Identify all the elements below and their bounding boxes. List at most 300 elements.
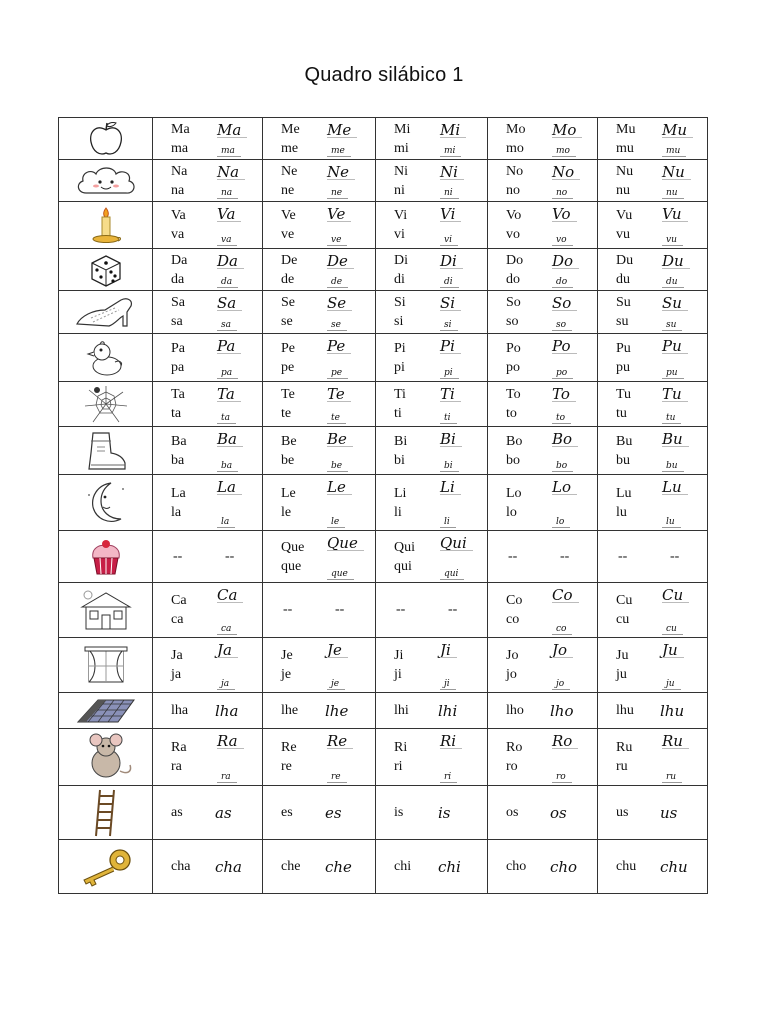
print-lower: mu	[616, 140, 634, 156]
print-syllables	[616, 484, 632, 522]
print-syllables	[281, 339, 295, 377]
print-syllables	[506, 484, 522, 522]
print-syllables	[281, 738, 297, 776]
syllable-cell	[488, 382, 598, 427]
print-syllable: lhe	[281, 702, 299, 718]
cursive-syllables	[552, 294, 592, 330]
cursive-syllables	[440, 163, 480, 198]
cursive-syllables	[662, 478, 702, 527]
cursive-lower: ji	[444, 679, 450, 689]
print-lower: mi	[394, 140, 409, 156]
cursive-lower: di	[444, 277, 453, 287]
print-upper: Qui	[394, 539, 415, 555]
cursive-syllables	[552, 252, 592, 287]
cupcake-icon	[59, 536, 152, 578]
print-syllables	[281, 432, 297, 470]
print-syllables	[281, 206, 296, 244]
cursive-lower: se	[331, 320, 341, 330]
cursive-lower: ne	[331, 188, 343, 198]
print-upper: Ru	[616, 740, 633, 755]
cursive-upper: Ti	[440, 385, 455, 403]
cursive-lower: mi	[444, 146, 456, 156]
cursive-upper: Da	[217, 252, 238, 270]
print-lower: ro	[506, 759, 518, 774]
syllable-cell	[488, 638, 598, 693]
syllable-cell	[263, 202, 376, 249]
cursive-syllables	[662, 337, 702, 378]
picture-cell	[59, 249, 153, 291]
cursive-lower: vo	[556, 235, 567, 245]
cursive-upper: Do	[552, 252, 574, 270]
syllable-cell	[263, 249, 376, 291]
cursive-syllables	[327, 641, 367, 689]
print-syllable: lha	[171, 702, 189, 718]
print-syllables	[506, 646, 518, 684]
cursive-upper: Li	[440, 478, 455, 496]
cursive-syllables	[552, 430, 592, 471]
print-upper: Ca	[171, 593, 187, 608]
cursive-syllables	[552, 732, 592, 782]
print-upper: Ne	[281, 163, 298, 179]
cursive-syllables	[327, 252, 367, 287]
cursive-upper: Cu	[662, 586, 684, 604]
cursive-syllable: lhe	[325, 701, 349, 720]
print-syllables	[506, 339, 521, 377]
table-row	[59, 118, 708, 160]
cursive-upper: De	[327, 252, 348, 270]
print-upper: Le	[281, 485, 296, 501]
cursive-upper: Po	[552, 337, 571, 355]
print-lower: ta	[171, 406, 182, 421]
cursive-lower: ve	[331, 235, 342, 245]
print-upper: Ma	[171, 121, 190, 137]
cursive-syllable: es	[325, 803, 342, 822]
print-syllables	[616, 120, 635, 158]
print-syllables	[506, 251, 523, 289]
syllable-cell	[263, 427, 376, 475]
print-lower: re	[281, 759, 292, 774]
print-syllables	[506, 738, 522, 776]
print-lower: ca	[171, 612, 184, 627]
cursive-upper: Pu	[662, 337, 682, 355]
syllable-cell	[598, 427, 708, 475]
cursive-lower: vu	[666, 235, 677, 245]
cursive-syllables	[440, 385, 480, 423]
print-syllables	[616, 591, 632, 629]
cursive-upper: Ri	[440, 732, 457, 750]
print-lower: bi	[394, 452, 405, 468]
print-upper: Ve	[281, 208, 296, 223]
cursive-syllables	[217, 478, 257, 527]
print-lower: la	[171, 504, 182, 520]
print-syllables	[506, 591, 522, 629]
table-row	[59, 693, 708, 729]
syllable-cell	[263, 583, 376, 638]
print-upper: Mu	[616, 121, 636, 137]
syllable-cell	[263, 638, 376, 693]
cursive-syllable: cha	[215, 857, 243, 876]
print-syllable: lhu	[616, 702, 634, 718]
cursive-lower: ni	[444, 188, 453, 198]
cursive-upper: Ja	[217, 641, 232, 659]
house-icon	[59, 589, 152, 631]
cursive-syllable: us	[660, 803, 678, 822]
cursive-syllables	[440, 430, 480, 471]
syllable-cell	[488, 729, 598, 786]
picture-cell	[59, 475, 153, 531]
syllable-cell	[598, 583, 708, 638]
cursive-syllables	[662, 163, 702, 198]
cursive-lower: la	[221, 517, 230, 527]
cursive-lower: de	[331, 277, 343, 287]
mouse-icon	[59, 731, 152, 783]
cursive-upper: Si	[440, 294, 456, 312]
syllable-cell	[488, 202, 598, 249]
cursive-lower: ti	[444, 413, 451, 423]
cursive-lower: jo	[556, 679, 565, 689]
print-lower: do	[506, 271, 520, 287]
cursive-upper: Te	[327, 385, 345, 403]
print-lower: je	[281, 667, 292, 682]
print-lower: pe	[281, 359, 295, 375]
print-syllables	[616, 432, 632, 470]
cursive-syllables	[552, 205, 592, 245]
cursive-upper: Ne	[327, 163, 350, 181]
syllable-cell	[598, 291, 708, 334]
print-upper: Vu	[616, 208, 633, 223]
cursive-syllables	[662, 732, 702, 782]
syllable-cell	[263, 118, 376, 160]
print-syllables	[394, 339, 406, 377]
syllable-cell	[153, 638, 263, 693]
cursive-syllable: chu	[660, 857, 688, 876]
cursive-lower: da	[221, 277, 233, 287]
print-upper: Ju	[616, 648, 629, 663]
picture-cell	[59, 693, 153, 729]
cursive-lower: tu	[666, 413, 676, 423]
print-syllables	[281, 484, 296, 522]
print-syllables	[616, 738, 632, 776]
cursive-syllables	[217, 294, 257, 330]
cursive-upper: Du	[662, 252, 684, 270]
print-lower: to	[506, 406, 517, 421]
syllable-cell	[263, 382, 376, 427]
cursive-lower: lu	[666, 517, 675, 527]
cursive-upper: Ve	[327, 205, 346, 223]
print-upper: Ti	[394, 387, 406, 402]
cursive-upper: Mo	[552, 121, 577, 139]
picture-cell	[59, 202, 153, 249]
table-row	[59, 729, 708, 786]
print-lower: ba	[171, 452, 185, 468]
print-upper: Ni	[394, 163, 408, 179]
cursive-lower: pe	[331, 368, 343, 378]
cursive-lower: nu	[666, 188, 678, 198]
cursive-lower: co	[556, 624, 567, 634]
table-row	[59, 427, 708, 475]
table-row	[59, 638, 708, 693]
print-lower: pu	[616, 359, 630, 375]
cursive-lower: ra	[221, 772, 231, 782]
cursive-syllables	[662, 121, 702, 156]
syllable-cell	[376, 249, 488, 291]
print-lower: be	[281, 452, 295, 468]
print-lower: de	[281, 271, 295, 287]
cursive-lower: ca	[221, 624, 232, 634]
syllable-cell	[263, 693, 376, 729]
print-upper: De	[281, 252, 298, 268]
syllable-cell	[376, 118, 488, 160]
cursive-lower: me	[331, 146, 345, 156]
cursive-syllables	[662, 430, 702, 471]
print-upper: Ro	[506, 740, 523, 755]
picture-cell	[59, 291, 153, 334]
table-row	[59, 531, 708, 583]
cursive-lower: bi	[444, 461, 453, 471]
syllable-table	[58, 117, 708, 894]
cursive-lower: du	[666, 277, 678, 287]
cursive-upper: Je	[327, 641, 342, 659]
empty-marker: --	[448, 602, 458, 617]
cursive-syllables	[327, 430, 367, 471]
print-lower: no	[506, 182, 520, 198]
print-lower: ve	[281, 227, 295, 242]
table-row	[59, 334, 708, 382]
cursive-syllables	[327, 205, 367, 245]
cursive-upper: Tu	[662, 385, 682, 403]
cursive-syllable: che	[325, 857, 352, 876]
print-upper: Lo	[506, 485, 522, 501]
print-upper: Mi	[394, 121, 411, 137]
syllable-cell	[153, 160, 263, 202]
print-lower: ni	[394, 182, 405, 198]
syllable-cell	[488, 291, 598, 334]
syllable-cell	[488, 786, 598, 840]
print-upper: Sa	[171, 295, 185, 310]
cursive-syllables	[440, 337, 480, 378]
syllable-cell	[263, 291, 376, 334]
print-lower: bo	[506, 452, 520, 468]
cursive-upper: Le	[327, 478, 346, 496]
syllable-cell	[376, 382, 488, 427]
shoe-icon	[59, 294, 152, 330]
print-syllables	[281, 538, 304, 576]
cursive-lower: do	[556, 277, 568, 287]
cursive-lower: po	[556, 368, 568, 378]
print-lower: lu	[616, 504, 627, 520]
print-syllable: is	[394, 804, 404, 820]
print-lower: ja	[171, 667, 182, 682]
print-syllables	[394, 646, 403, 684]
cursive-upper: Vi	[440, 205, 456, 223]
syllable-cell	[153, 427, 263, 475]
syllable-cell	[376, 334, 488, 382]
print-lower: nu	[616, 182, 630, 198]
print-lower: ne	[281, 182, 295, 198]
print-syllables	[394, 385, 406, 423]
print-upper: Co	[506, 593, 523, 608]
print-syllables	[506, 385, 521, 423]
print-lower: qui	[394, 558, 412, 574]
print-syllables	[171, 206, 186, 244]
syllable-cell	[598, 531, 708, 583]
cursive-upper: Ru	[662, 732, 683, 750]
syllable-cell	[153, 840, 263, 894]
empty-marker: --	[173, 548, 183, 564]
print-upper: Se	[281, 295, 295, 310]
print-upper: So	[506, 295, 521, 310]
cursive-syllables	[662, 641, 702, 689]
print-upper: No	[506, 163, 524, 179]
cursive-syllables	[327, 478, 367, 527]
print-syllables	[506, 432, 522, 470]
print-lower: vi	[394, 227, 405, 242]
print-syllables	[394, 162, 408, 200]
cursive-lower: ri	[444, 772, 452, 782]
cursive-lower: ta	[221, 413, 230, 423]
print-upper: Bu	[616, 433, 633, 449]
print-upper: To	[506, 387, 521, 402]
cursive-upper: Ji	[440, 641, 451, 659]
cursive-lower: na	[221, 188, 233, 198]
picture-cell	[59, 334, 153, 382]
cursive-upper: Ro	[552, 732, 573, 750]
window-icon	[59, 644, 152, 686]
print-lower: va	[171, 227, 185, 242]
cursive-upper: Se	[327, 294, 347, 312]
print-syllables	[616, 646, 628, 684]
syllable-cell	[598, 118, 708, 160]
picture-cell	[59, 118, 153, 160]
cursive-lower: pu	[666, 368, 678, 378]
cursive-syllables	[662, 586, 702, 634]
cursive-lower: be	[331, 461, 343, 471]
print-lower: mo	[506, 140, 524, 156]
syllable-cell	[153, 729, 263, 786]
cursive-upper: Vo	[552, 205, 571, 223]
print-syllables	[616, 293, 631, 331]
cursive-syllables	[662, 385, 702, 423]
syllable-cell	[376, 202, 488, 249]
cursive-syllables	[440, 121, 480, 156]
cursive-upper: Bi	[440, 430, 456, 448]
cursive-lower: ma	[221, 146, 235, 156]
print-upper: Cu	[616, 593, 633, 608]
syllable-cell	[488, 693, 598, 729]
syllable-cell	[376, 583, 488, 638]
print-lower: du	[616, 271, 630, 287]
cursive-syllables	[552, 478, 592, 527]
print-upper: Pe	[281, 340, 295, 356]
syllable-cell	[598, 475, 708, 531]
syllable-cell	[598, 249, 708, 291]
cursive-upper: Ni	[440, 163, 458, 181]
cursive-upper: Va	[217, 205, 236, 223]
page-title: Quadro silábico 1	[304, 64, 464, 86]
cursive-upper: So	[552, 294, 572, 312]
syllable-cell	[153, 693, 263, 729]
cursive-lower: so	[556, 320, 567, 330]
cursive-syllables	[327, 121, 367, 156]
print-lower: jo	[506, 667, 517, 682]
syllable-cell	[376, 427, 488, 475]
print-upper: Po	[506, 340, 521, 356]
cursive-syllable: chi	[438, 857, 461, 876]
print-upper: Be	[281, 433, 297, 449]
syllable-cell	[488, 583, 598, 638]
cursive-syllables	[552, 641, 592, 689]
cursive-upper: Di	[440, 252, 457, 270]
print-upper: Re	[281, 740, 297, 755]
cursive-syllables	[552, 385, 592, 423]
picture-cell	[59, 382, 153, 427]
cursive-lower: su	[666, 320, 677, 330]
syllable-cell	[488, 249, 598, 291]
print-syllables	[506, 206, 521, 244]
print-lower: que	[281, 558, 302, 574]
cursive-upper: Ca	[217, 586, 238, 604]
print-syllables	[171, 646, 183, 684]
cursive-upper: Mu	[662, 121, 688, 139]
print-syllable: es	[281, 804, 293, 820]
print-syllables	[394, 293, 406, 331]
print-syllables	[394, 738, 407, 776]
print-lower: pi	[394, 359, 405, 375]
print-upper: Ra	[171, 740, 187, 755]
picture-cell	[59, 427, 153, 475]
cursive-syllables	[440, 641, 480, 689]
print-syllable: cha	[171, 858, 191, 874]
picture-cell	[59, 786, 153, 840]
cursive-syllables	[552, 586, 592, 634]
empty-marker: --	[396, 602, 406, 617]
syllable-cell	[598, 382, 708, 427]
syllable-cell	[263, 729, 376, 786]
print-upper: Su	[616, 295, 631, 310]
cursive-lower: vi	[444, 235, 452, 245]
print-lower: da	[171, 271, 185, 287]
cursive-upper: Vu	[662, 205, 682, 223]
print-upper: Di	[394, 252, 408, 268]
empty-marker: --	[670, 548, 680, 564]
syllable-cell	[153, 475, 263, 531]
print-syllables	[616, 385, 631, 423]
print-upper: Ba	[171, 433, 187, 449]
syllable-cell	[598, 334, 708, 382]
cursive-syllables	[552, 337, 592, 378]
cursive-upper: Mi	[440, 121, 461, 139]
print-syllables	[394, 120, 410, 158]
syllable-cell	[598, 202, 708, 249]
cursive-syllables	[327, 294, 367, 330]
print-syllables	[506, 162, 523, 200]
cursive-upper: Ta	[217, 385, 235, 403]
print-syllables	[394, 484, 406, 522]
print-lower: sa	[171, 314, 183, 329]
syllable-cell	[598, 729, 708, 786]
print-syllables	[171, 293, 185, 331]
cursive-upper: Me	[327, 121, 352, 139]
syllable-cell	[488, 118, 598, 160]
print-syllable: che	[281, 858, 301, 874]
syllable-cell	[263, 334, 376, 382]
print-syllables	[281, 120, 300, 158]
cursive-lower: lo	[556, 517, 565, 527]
print-upper: La	[171, 485, 186, 501]
print-syllable: chu	[616, 858, 637, 874]
print-upper: Va	[171, 208, 186, 223]
cursive-syllables	[327, 385, 367, 423]
